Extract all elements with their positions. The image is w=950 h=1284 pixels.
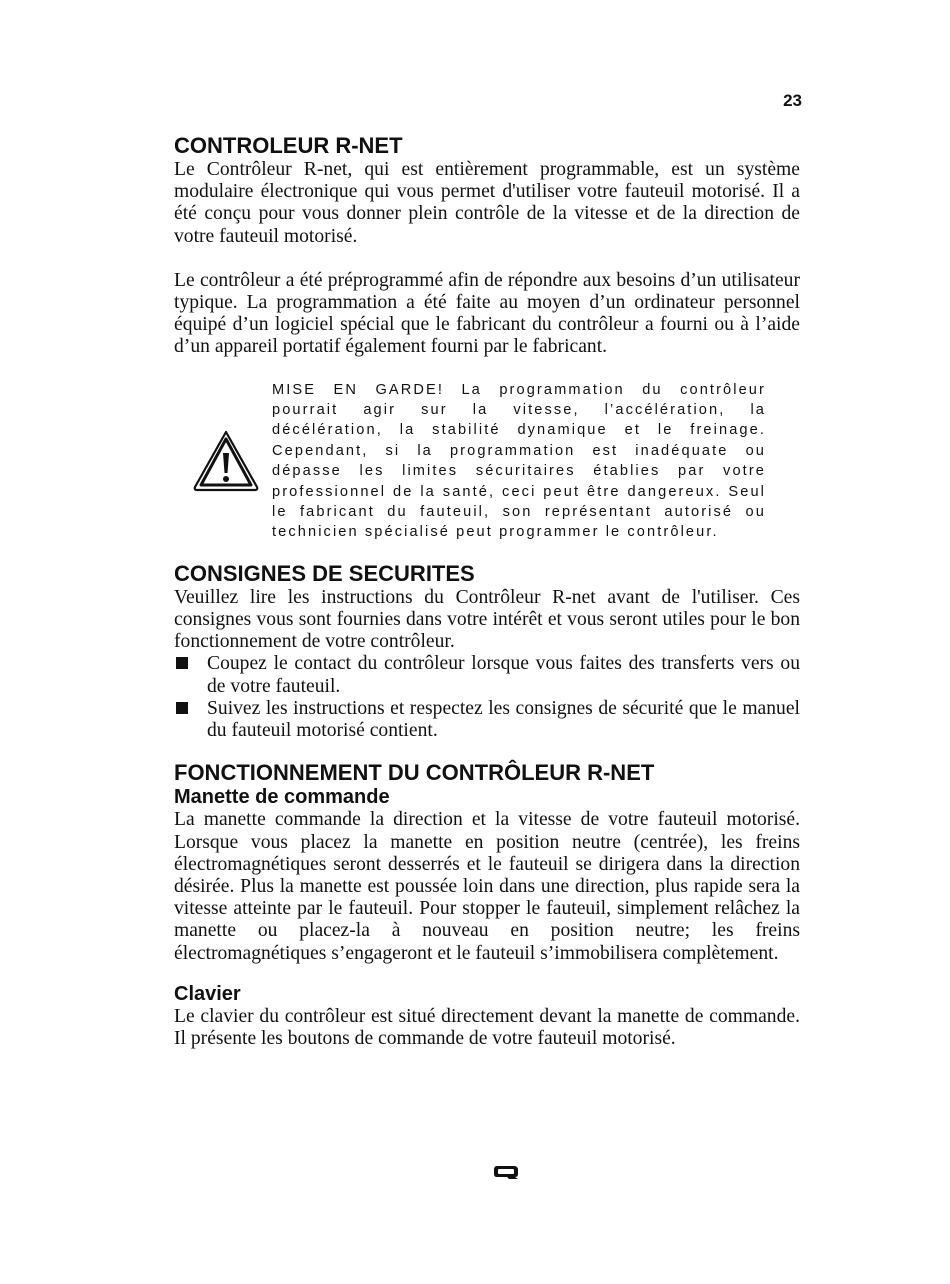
list-item-text: Suivez les instructions et respectez les consignes de sécurité que le manuel du fauteuil motorisé contient. [207,697,800,742]
subsection-title-clavier: Clavier [174,982,241,1005]
section-title-consignes: CONSIGNES DE SECURITES [174,560,475,586]
paragraph-consignes: Veuillez lire les instructions du Contrôleur R-net avant de l'utiliser. Ces consignes vous sont fournies dans votre intérêt et vous seront utiles pour le bon fonctionnement de votre contrôleur. [174,586,800,653]
page-content [174,133,800,1050]
page-number: 23 [783,91,802,110]
paragraph-clavier: Le clavier du contrôleur est situé directement devant la manette de commande. Il présente les boutons de commande de votre fauteuil motorisé. [174,1005,800,1049]
bullet-square-icon [176,657,188,669]
warning-text: MISE EN GARDE! La programmation du contrôleur pourrait agir sur la vitesse, l’accélération, la décélération, la stabilité dynamique et le freinage. Cependant, si la programmation est inadéquate ou dépasse les limites sécuritaires établies par votre professionnel de la santé, ceci peut être dangereux. Seul le fabricant du fauteuil, son représentant autorisé ou technicien spécialisé peut programmer le contrôleur. [272,381,766,541]
warning-box [174,380,800,543]
section-title-controleur: CONTROLEUR R-NET [174,133,403,158]
list-item [174,698,800,742]
paragraph-manette: La manette commande la direction et la vitesse de votre fauteuil motorisé. Lorsque vous placez la manette en position neutre (centrée), les freins électromagnétiques seront desserrés et le fauteuil se dirigera dans la direction désirée. Plus la manette est poussée loin dans une direction, plus rapide sera la vitesse atteinte par le fauteuil. Pour stopper le fauteuil, simplement relâchez la manette ou placez-la à nouveau en position neutre; les freins électromagnétiques s’engageront et le fauteuil s’immobilisera complètement. [174,809,800,964]
warning-triangle-icon [192,429,260,493]
bullet-square-icon [176,702,188,714]
paragraph-intro: Le Contrôleur R-net, qui est entièrement programmable, est un système modulaire électronique qui vous permet d'utiliser votre fauteuil motorisé. Il a été conçu pour vous donner plein contrôle de la vitesse et de la direction de votre fauteuil motorisé. [174,159,800,247]
list-item [174,653,800,697]
list-item-text: Coupez le contact du contrôleur lorsque vous faites des transferts vers ou de votre fauteuil. [207,653,800,697]
paragraph-preprogramme: Le contrôleur a été préprogrammé afin de répondre aux besoins d’un utilisateur typique. La programmation a été faite au moyen d’un ordinateur personnel équipé d’un logiciel spécial que le fabricant du contrôleur a fourni ou à l’aide d’un appareil portatif également fourni par le fabricant. [174,269,800,358]
safety-bullet-list [174,653,800,742]
section-title-fonctionnement: FONCTIONNEMENT DU CONTRÔLEUR R-NET [174,760,655,786]
q-logo-icon [492,1164,520,1180]
subsection-title-manette: Manette de commande [174,786,390,809]
